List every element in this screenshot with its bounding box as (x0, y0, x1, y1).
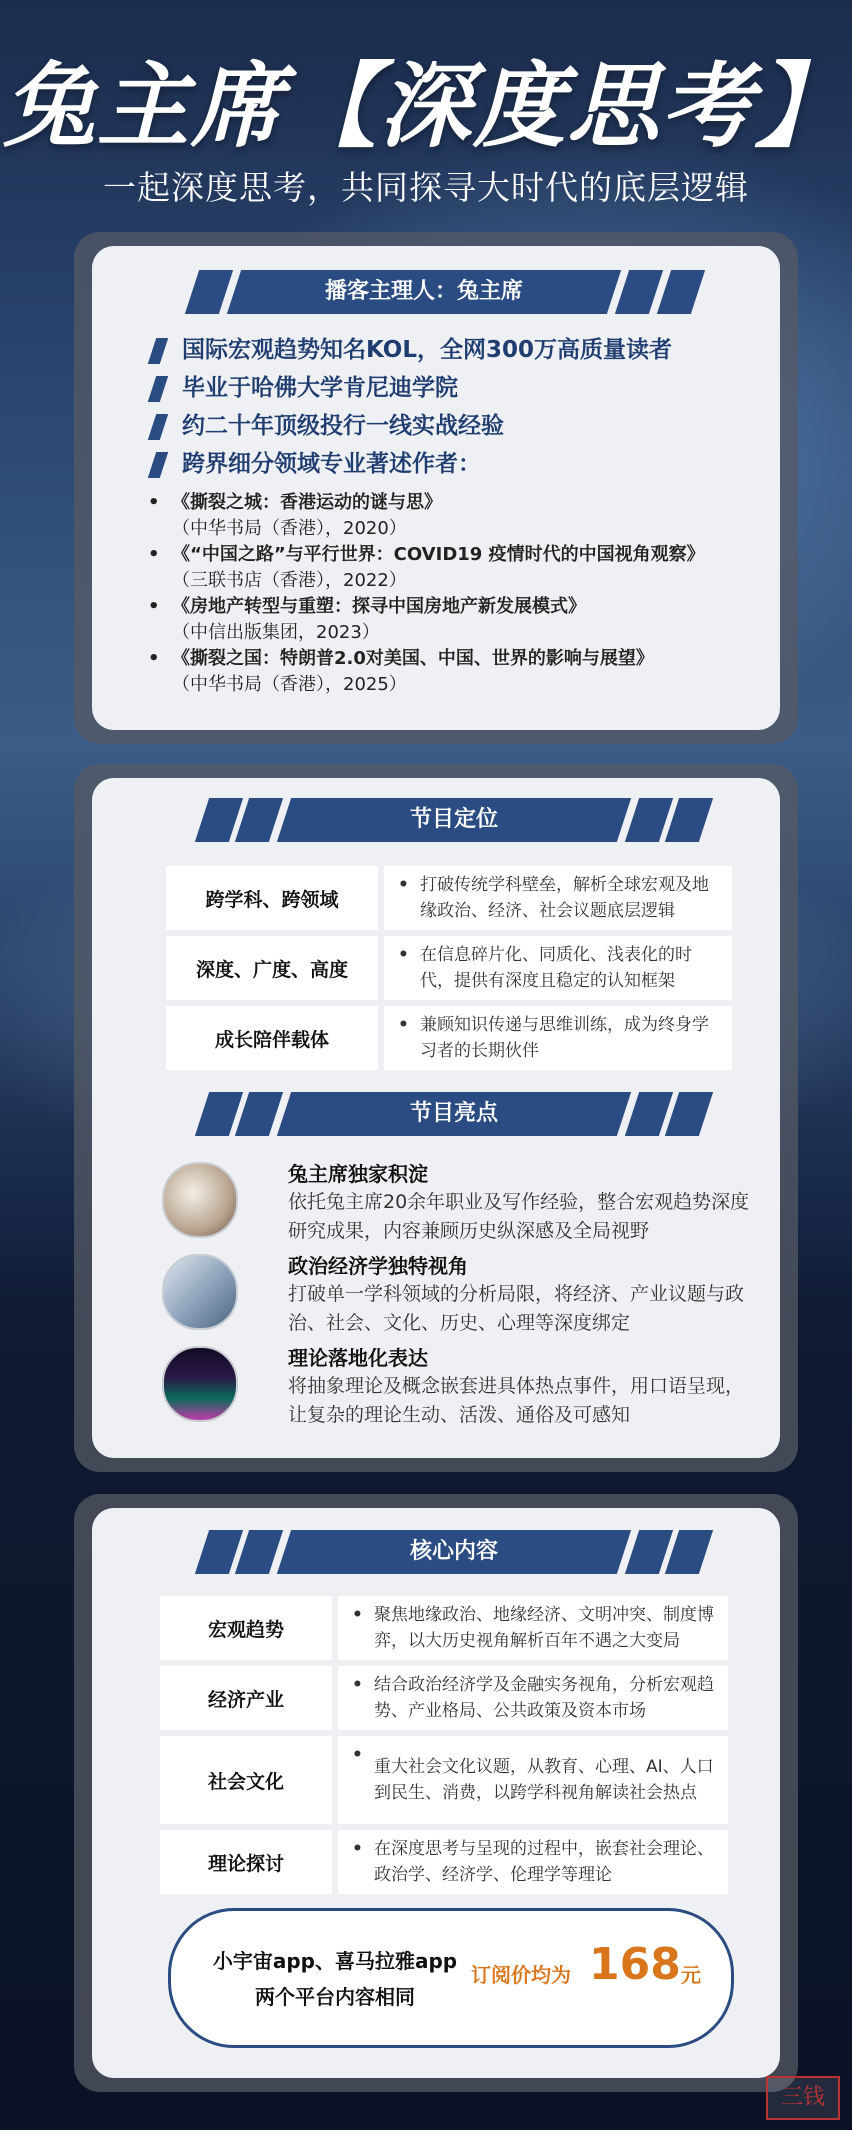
highlight-item: 政治经济学独特视角 打破单一学科领域的分析局限，将经济、产业议题与政治、社会、文化、历史、心理等深度绑定 (202, 1250, 742, 1340)
page-subtitle: 一起深度思考，共同探寻大时代的底层逻辑 (103, 168, 749, 207)
tablet-photo-icon (162, 1254, 238, 1330)
host-credential-1: 国际宏观趋势知名KOL，全网300万高质量读者 (182, 332, 672, 368)
positioning-table (166, 860, 732, 1076)
positioning-banner (202, 798, 712, 842)
core-card-inner (92, 1508, 780, 2078)
host-credential-4: 跨界细分领域专业著述作者： (182, 446, 481, 482)
book-item: • 《房地产转型与重塑：探寻中国房地产新发展模式》 （中信出版集团，2023） (148, 596, 586, 643)
table-row: 社会文化 • 重大社会文化议题，从教育、心理、AI、人口到民生、消费，以跨学科视角解读社会热点 (160, 1736, 728, 1824)
platform-note: 两个平台内容相同 (255, 1985, 415, 2009)
table-row: 宏观趋势 • 聚焦地缘政治、地缘经济、文明冲突、制度博弈，以大历史视角解析百年不遇之大变局 (160, 1596, 728, 1660)
host-card (74, 232, 798, 744)
book-item: • 《撕裂之国：特朗普2.0对美国、中国、世界的影响与展望》 （中华书局（香港），2025） (148, 648, 654, 695)
table-row: 经济产业 • 结合政治经济学及金融实务视角，分析宏观趋势、产业格局、公共政策及资本市场 (160, 1666, 728, 1730)
program-card (74, 764, 798, 1472)
book-item: • 《撕裂之城：香港运动的谜与思》 （中华书局（香港），2020） (148, 492, 442, 539)
price-unit: 元 (681, 1963, 701, 1987)
data-visual-icon (162, 1346, 238, 1422)
highlight-item: 理论落地化表达 将抽象理论及概念嵌套进具体热点事件，用口语呈现，让复杂的理论生动、活泼、通俗及可感知 (202, 1342, 742, 1432)
table-row: 理论探讨 • 在深度思考与呈现的过程中，嵌套社会理论、政治学、经济学、伦理学等理论 (160, 1830, 728, 1894)
table-row: 成长陪伴载体 • 兼顾知识传递与思维训练，成为终身学习者的长期伙伴 (166, 1006, 732, 1070)
core-banner (202, 1530, 712, 1574)
core-table (160, 1590, 728, 1900)
program-card-inner (92, 778, 780, 1458)
table-row: 深度、广度、高度 • 在信息碎片化、同质化、浅表化的时代，提供有深度且稳定的认知框架 (166, 936, 732, 1000)
book-item: • 《“中国之路”与平行世界：COVID19 疫情时代的中国视角观察》 （三联书店（香港），2022） (148, 544, 705, 591)
price-label: 订阅价均为 (471, 1963, 571, 1987)
highlights-banner (202, 1092, 712, 1136)
host-banner-text: 播客主理人：兔主席 (324, 279, 523, 304)
price-amount: 168 (589, 1939, 681, 1990)
host-credential-3: 约二十年顶级投行一线实战经验 (182, 408, 504, 444)
core-card (74, 1494, 798, 2092)
highlights-banner-text: 节目亮点 (409, 1101, 498, 1126)
page-title: 兔主席【深度思考】 (2, 53, 849, 160)
highlight-item: 兔主席独家积淀 依托兔主席20余年职业及写作经验，整合宏观趋势深度研究成果，内容兼顾历史纵深感及全局视野 (202, 1158, 742, 1248)
table-row: 跨学科、跨领域 • 打破传统学科壁垒，解析全球宏观及地缘政治、经济、社会议题底层逻辑 (166, 866, 732, 930)
host-credential-2: 毕业于哈佛大学肯尼迪学院 (182, 370, 458, 406)
host-card-inner (92, 246, 780, 730)
positioning-banner-text: 节目定位 (409, 807, 498, 832)
laptop-photo-icon (162, 1162, 238, 1238)
host-banner (192, 270, 702, 314)
seal-stamp: 三钱 (766, 2076, 840, 2120)
subscription-box (168, 1908, 734, 2048)
core-banner-text: 核心内容 (409, 1539, 498, 1564)
platform-names: 小宇宙app、喜马拉雅app (212, 1949, 458, 1973)
